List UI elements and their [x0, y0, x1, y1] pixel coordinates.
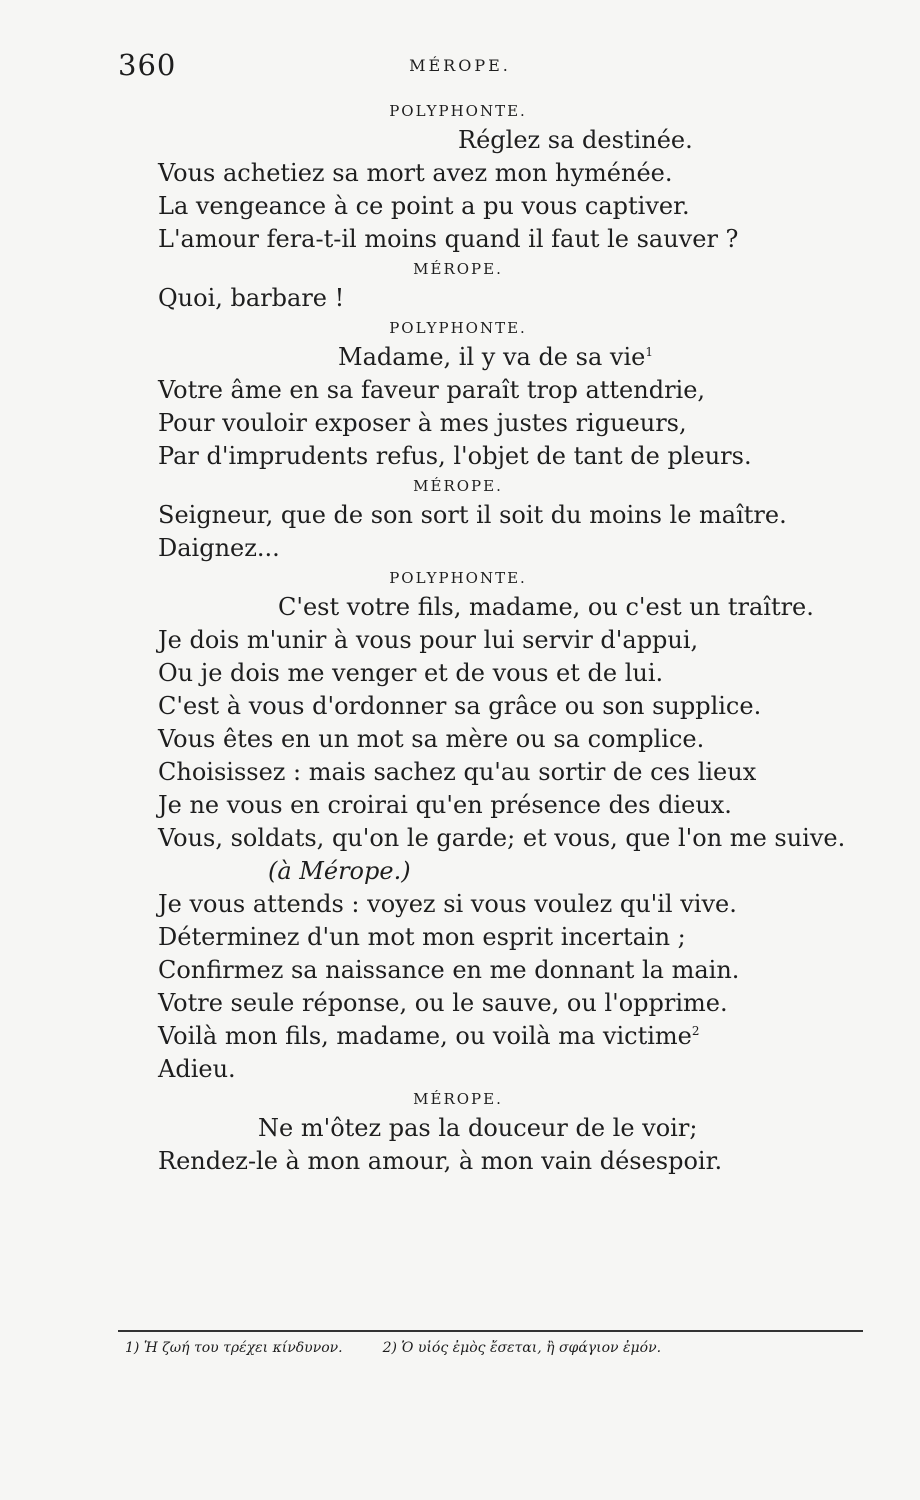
- running-title: MÉROPE.: [409, 56, 511, 75]
- footnote-mark: 1): [125, 1340, 140, 1356]
- speaker-name: POLYPHONTE.: [389, 569, 527, 587]
- verse-line-text: Daignez...: [158, 534, 280, 562]
- page-header: [0, 48, 920, 88]
- verse-line: [158, 921, 878, 954]
- verse-line: [158, 624, 878, 657]
- verse-line-text: Confirmez sa naissance en me donnant la main.: [158, 956, 740, 984]
- verse-line: [158, 789, 878, 822]
- stage-direction: (à Mérope.): [268, 857, 411, 885]
- speaker-name: MÉROPE.: [413, 477, 503, 495]
- verse-line: [158, 954, 878, 987]
- speaker-name: POLYPHONTE.: [389, 102, 527, 120]
- verse-line-text: Ou je dois me venger et de vous et de lui.: [158, 659, 664, 687]
- verse-line-text: Ne m'ôtez pas la douceur de le voir;: [258, 1114, 698, 1142]
- verse-line: [158, 1112, 878, 1145]
- verse-line: [158, 987, 878, 1020]
- verse-line-text: Adieu.: [158, 1055, 236, 1083]
- verse-line-text: Je ne vous en croirai qu'en présence des dieux.: [158, 791, 732, 819]
- verse-line: [158, 1053, 878, 1086]
- footnote: [125, 1340, 343, 1356]
- verse-line-text: Seigneur, que de son sort il soit du moins le maître.: [158, 501, 787, 529]
- verse-line-text: Votre seule réponse, ou le sauve, ou l'opprime.: [158, 989, 728, 1017]
- verse-line: [158, 532, 878, 565]
- verse-line-text: Vous achetiez sa mort avez mon hyménée.: [158, 159, 673, 187]
- verse-line: [158, 157, 878, 190]
- verse-line-text: Voilà mon fils, madame, ou voilà ma victime: [158, 1022, 692, 1050]
- verse-line: [158, 374, 878, 407]
- verse-line-text: L'amour fera-t-il moins quand il faut le sauver ?: [158, 225, 739, 253]
- footnote-marker: 1: [645, 345, 653, 359]
- verse-line-text: C'est votre fils, madame, ou c'est un traître.: [278, 593, 814, 621]
- verse-line: [158, 822, 878, 855]
- verse-line: [158, 1145, 878, 1178]
- verse-line: [158, 499, 878, 532]
- verse-line-text: La vengeance à ce point a pu vous captiver.: [158, 192, 690, 220]
- verse-line-text: Choisissez : mais sachez qu'au sortir de ces lieux: [158, 758, 757, 786]
- footnote-text: Ὁ υἱός ἐμὸς ἔσεται, ἢ σφάγιον ἐμόν.: [401, 1340, 662, 1356]
- verse-line-text: Quoi, barbare !: [158, 284, 345, 312]
- verse-line: [158, 1020, 878, 1053]
- verse-line: [158, 657, 878, 690]
- verse-line: [158, 723, 878, 756]
- footnote: [383, 1340, 661, 1356]
- verse-line: [158, 407, 878, 440]
- speaker-name: MÉROPE.: [413, 1090, 503, 1108]
- footnotes: [125, 1340, 865, 1356]
- verse-line-text: Pour vouloir exposer à mes justes rigueurs,: [158, 409, 687, 437]
- verse-line-text: Réglez sa destinée.: [458, 126, 693, 154]
- footnote-rule: [118, 1330, 863, 1332]
- speaker-name: POLYPHONTE.: [389, 319, 527, 337]
- verse-line-text: C'est à vous d'ordonner sa grâce ou son supplice.: [158, 692, 762, 720]
- verse-line-text: Vous êtes en un mot sa mère ou sa complice.: [158, 725, 705, 753]
- verse-line-text: Vous, soldats, qu'on le garde; et vous, que l'on me suive.: [158, 824, 846, 852]
- verse-line: [158, 591, 878, 624]
- verse-line: [158, 690, 878, 723]
- verse-line-text: Rendez-le à mon amour, à mon vain désespoir.: [158, 1147, 723, 1175]
- verse-line: [158, 223, 878, 256]
- verse-line-text: Madame, il y va de sa vie: [338, 343, 646, 371]
- page-number: 360: [118, 48, 177, 82]
- footnote-mark: 2): [382, 1340, 397, 1356]
- verse-line: [158, 756, 878, 789]
- verse-text: [158, 98, 878, 1178]
- footnote-marker: 2: [691, 1024, 700, 1038]
- speaker-name: MÉROPE.: [413, 260, 503, 278]
- verse-line: [158, 341, 878, 374]
- verse-line-text: Je vous attends : voyez si vous voulez qu'il vive.: [158, 890, 737, 918]
- verse-line: [158, 888, 878, 921]
- verse-line-text: Je dois m'unir à vous pour lui servir d'appui,: [158, 626, 699, 654]
- verse-line-text: Déterminez d'un mot mon esprit incertain ;: [158, 923, 686, 951]
- verse-line: [158, 440, 878, 473]
- footnote-text: Ἡ ζωή του τρέχει κίνδυνον.: [143, 1340, 343, 1356]
- verse-line: [158, 190, 878, 223]
- verse-line-text: Par d'imprudents refus, l'objet de tant de pleurs.: [158, 442, 752, 470]
- verse-line-text: Votre âme en sa faveur paraît trop attendrie,: [158, 376, 706, 404]
- verse-line: [158, 124, 878, 157]
- verse-line: [158, 282, 878, 315]
